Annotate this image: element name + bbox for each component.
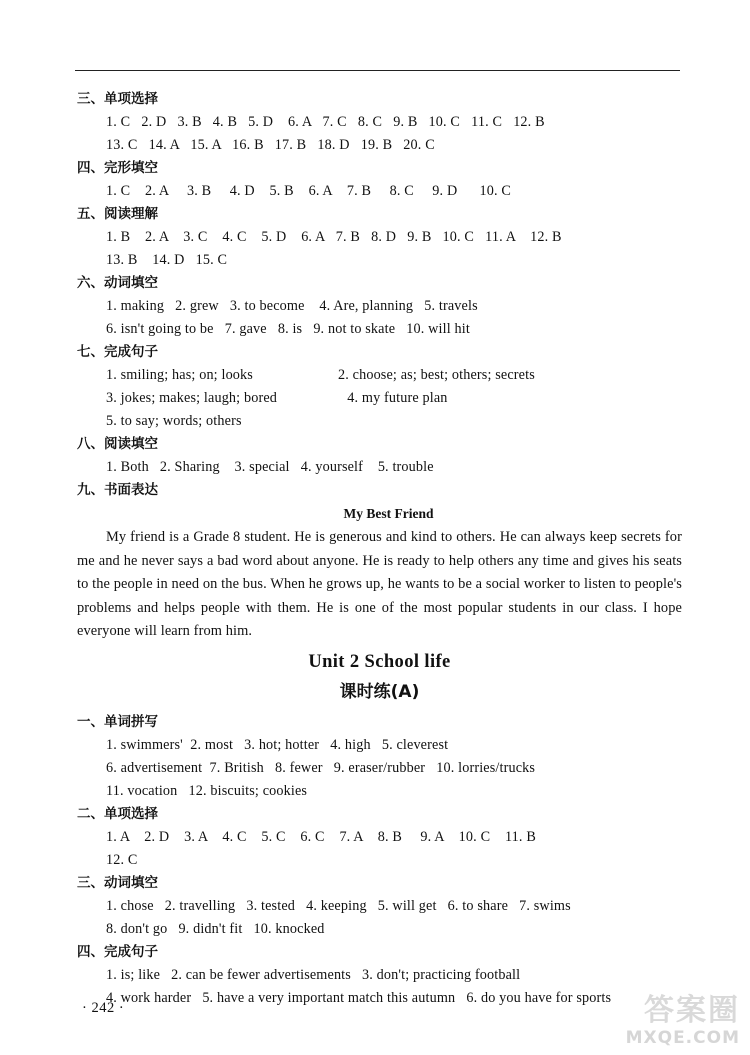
header-rule xyxy=(75,70,680,71)
answer-row: 1. chose 2. travelling 3. tested 4. keeping 5. will get 6. to share 7. swims xyxy=(106,897,571,914)
unit-section-single-choice xyxy=(77,803,682,872)
answer-row: 1. C 2. A 3. B 4. D 5. B 6. A 7. B 8. C 9. D 10. C xyxy=(106,183,512,199)
page-number: · 242 · xyxy=(82,1000,125,1016)
answer-row: 8. don't go 9. didn't fit 10. knocked xyxy=(106,920,325,937)
section-heading: 三、动词填空 xyxy=(77,874,158,891)
answer-row: 12. C xyxy=(106,851,138,868)
answer-row: 5. to say; words; others xyxy=(106,413,242,429)
answer-row: 1. swimmers' 2. most 3. hot; hotter 4. high 5. cleverest xyxy=(106,736,449,753)
answer-row: 1. B 2. A 3. C 4. C 5. D 6. A 7. B 8. D 9. B 10. C 11. A 12. B xyxy=(106,229,562,245)
section-heading: 二、单项选择 xyxy=(77,805,158,822)
section-writing xyxy=(77,479,682,644)
section-reading xyxy=(77,203,682,272)
section-cloze xyxy=(77,157,682,203)
section-heading: 八、阅读填空 xyxy=(77,436,158,452)
answer-row: 1. is; like 2. can be fewer advertisements 3. don't; practicing football xyxy=(106,966,521,983)
section-heading: 五、阅读理解 xyxy=(77,206,158,222)
section-heading: 一、单词拼写 xyxy=(77,713,158,730)
section-heading: 四、完形填空 xyxy=(77,160,158,176)
answer-row: 1. A 2. D 3. A 4. C 5. C 6. C 7. A 8. B 9. A 10. C 11. B xyxy=(106,828,536,845)
section-heading: 七、完成句子 xyxy=(77,344,158,360)
section-heading: 九、书面表达 xyxy=(77,482,158,498)
answer-row: 11. vocation 12. biscuits; cookies xyxy=(106,782,308,799)
answer-row: 1. making 2. grew 3. to become 4. Are, planning 5. travels xyxy=(106,298,478,314)
section-heading: 三、单项选择 xyxy=(77,91,158,107)
answer-row: 4. work harder 5. have a very important match this autumn 6. do you have for sports xyxy=(106,989,612,1006)
watermark-logo xyxy=(595,994,740,1050)
answer-row: 13. C 14. A 15. A 16. B 17. B 18. D 19. B 20. C xyxy=(106,137,435,153)
section-verb-fill xyxy=(77,272,682,341)
unit-title: Unit 2 School life xyxy=(308,651,451,672)
answer-row: 6. isn't going to be 7. gave 8. is 9. not to skate 10. will hit xyxy=(106,321,470,337)
essay-body: My friend is a Grade 8 student. He is generous and kind to others. He can always keep secrets for me and he never says a bad word about anyone. He is ready to help others any time and gives his seats to the people in need on the bus. When he grows up, he wants to be a social worker to listen to people's problems and helps people with them. He is one of the most popular students in our class. I hope everyone will learn from him. xyxy=(77,529,682,639)
answer-row: 3. jokes; makes; laugh; bored 4. my future plan xyxy=(106,390,448,406)
answer-key-content xyxy=(77,88,682,1010)
watermark-glyphs: 答案圈 xyxy=(644,993,740,1028)
essay-title: My Best Friend xyxy=(343,506,434,521)
answer-row: 1. Both 2. Sharing 3. special 4. yourself 5. trouble xyxy=(106,459,434,475)
unit-section-verb-fill xyxy=(77,872,682,941)
section-heading: 六、动词填空 xyxy=(77,275,158,291)
section-single-choice xyxy=(77,88,682,157)
answer-row: 1. C 2. D 3. B 4. B 5. D 6. A 7. C 8. C 9. B 10. C 11. C 12. B xyxy=(106,114,545,130)
watermark-domain: MXQE.COM xyxy=(625,1028,740,1048)
unit-section-complete-sentences xyxy=(77,941,682,1010)
answer-row: 6. advertisement 7. British 8. fewer 9. eraser/rubber 10. lorries/trucks xyxy=(106,759,536,776)
answer-row: 13. B 14. D 15. C xyxy=(106,252,228,268)
section-heading: 四、完成句子 xyxy=(77,943,158,960)
unit-section-spelling xyxy=(77,711,682,803)
section-complete-sentences xyxy=(77,341,682,433)
section-reading-fill xyxy=(77,433,682,479)
answer-row: 1. smiling; has; on; looks 2. choose; as; best; others; secrets xyxy=(106,367,535,383)
lesson-title: 课时练(A) xyxy=(339,681,420,702)
